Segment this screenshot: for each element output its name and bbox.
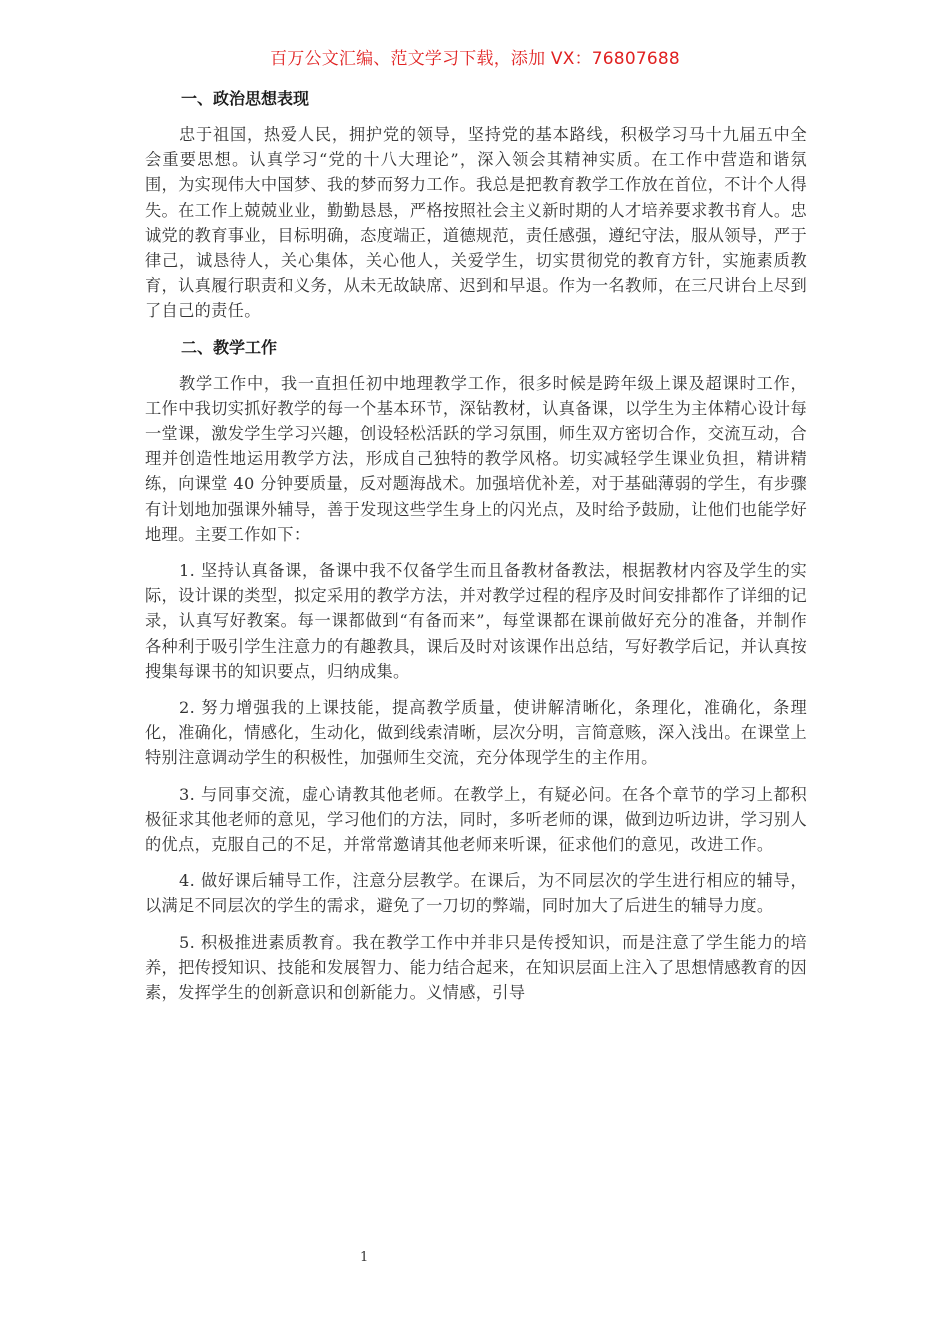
list-item-paragraph: 5. 积极推进素质教育。我在教学工作中并非只是传授知识，而是注意了学生能力的培养，把传授知识、技能和发展智力、能力结合起来，在知识层面上注入了思想情感教育的因素，发挥学生的创新意识和创新能力。义情感，引导 — [145, 932, 807, 1003]
section-heading: 一、政治思想表现 — [181, 89, 310, 108]
list-item-paragraph: 2. 努力增强我的上课技能，提高教学质量，使讲解清晰化，条理化，准确化，条理化，准确化，情感化，生动化，做到线索清晰，层次分明，言简意赅，深入浅出。在课堂上特别注意调动学生的积极性，加强师生交流，充分体现学生的主作用。 — [145, 698, 807, 768]
section-political-performance — [145, 86, 807, 324]
section-teaching-work — [145, 335, 807, 1006]
page-number: 1 — [360, 1250, 369, 1265]
list-item-paragraph: 3. 与同事交流，虚心请教其他老师。在教学上，有疑必问。在各个章节的学习上都积极征求其他老师的意见，学习他们的方法，同时，多听老师的课，做到边听边讲，学习别人的优点，克服自己的不足，并常常邀请其他老师来听课，征求他们的意见，改进工作。 — [145, 784, 807, 855]
paragraph: 忠于祖国，热爱人民，拥护党的领导，坚持党的基本路线，积极学习马十九届五中全会重要思想。认真学习“党的十八大理论”，深入领会其精神实质。在工作中营造和谐氛围，为实现伟大中国梦、我的梦而努力工作。我总是把教育教学工作放在首位，不计个人得失。在工作上兢兢业业，勤勤恳恳，严格按照社会主义新时期的人才培养要求教书育人。忠诚党的教育事业，目标明确，态度端正，道德规范，责任感强，遵纪守法，服从领导，严于律己，诚恳待人，关心集体，关心他人，关爱学生，切实贯彻党的教育方针，实施素质教育，认真履行职责和义务，从未无故缺席、迟到和早退。作为一名教师，在三尺讲台上尽到了自己的责任。 — [145, 125, 807, 321]
list-item-paragraph: 1. 坚持认真备课，备课中我不仅备学生而且备教材备教法，根据教材内容及学生的实际，设计课的类型，拟定采用的教学方法，并对教学过程的程序及时间安排都作了详细的记录，认真写好教案。每一课都做到“有备而来”，每堂课都在课前做好充分的准备，并制作各种利于吸引学生注意力的有趣教具，课后及时对该课作出总结，写好教学后记，并认真按搜集每课书的知识要点，归纳成集。 — [145, 561, 807, 681]
watermark-banner: 百万公文汇编、范文学习下载，添加 VX：76807688 — [270, 49, 680, 69]
section-heading: 二、教学工作 — [181, 337, 278, 357]
paragraph: 教学工作中，我一直担任初中地理教学工作，很多时候是跨年级上课及超课时工作，工作中我切实抓好教学的每一个基本环节，深钻教材，认真备课，以学生为主体精心设计每一堂课，激发学生学习兴趣，创设轻松活跃的学习氛围，师生双方密切合作，交流互动，合理并创造性地运用教学方法，形成自己独特的教学风格。切实减轻学生课业负担，精讲精练，向课堂 40 分钟要质量，反对题海战术。加强培优补差，对于基础薄弱的学生，有步骤有计划地加强课外辅导，善于发现这些学生身上的闪光点，及时给予鼓励，让他们也能学好地理。主要工作如下： — [145, 373, 807, 544]
document-body — [145, 86, 807, 1016]
list-item-paragraph: 4. 做好课后辅导工作，注意分层教学。在课后，为不同层次的学生进行相应的辅导，以满足不同层次的学生的需求，避免了一刀切的弊端，同时加大了后进生的辅导力度。 — [145, 871, 807, 916]
